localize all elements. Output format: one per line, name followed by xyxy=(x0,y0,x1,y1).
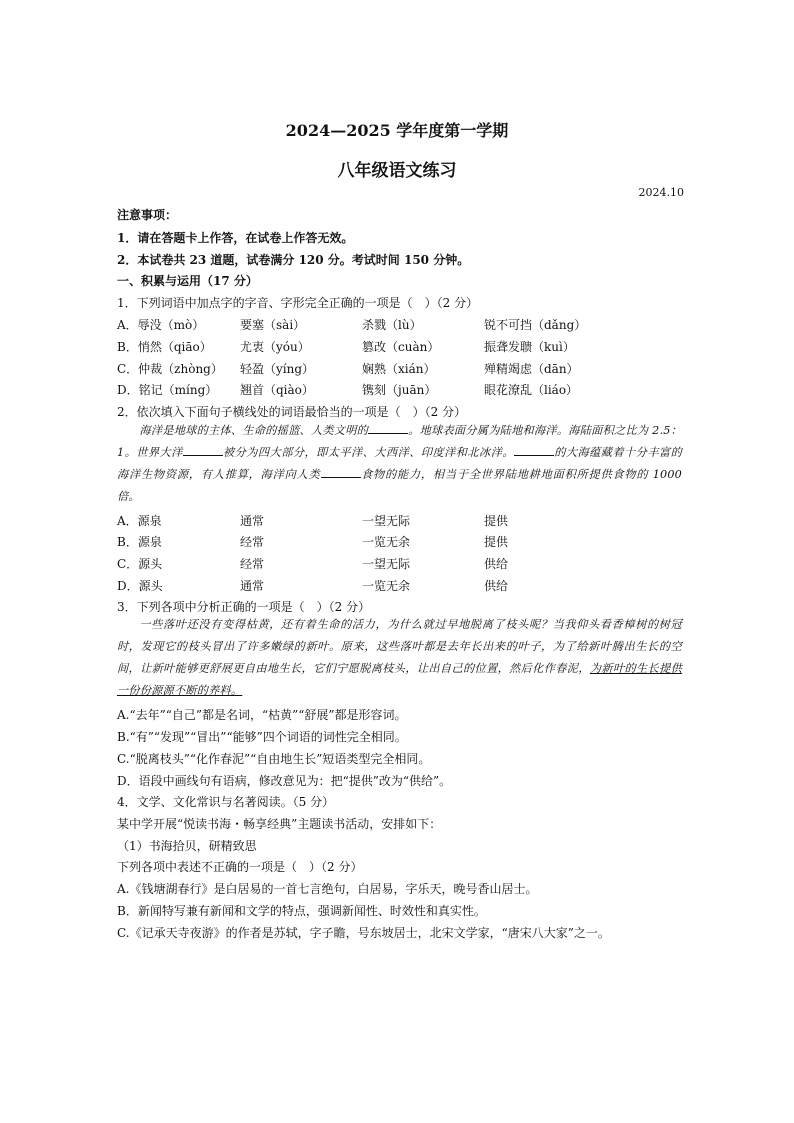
exam-date: 2024.10 xyxy=(638,186,684,199)
note-item-2: 2．本试卷共 23 道题，试卷满分 120 分。考试时间 150 分钟。 xyxy=(117,253,470,267)
q1-option-c4: 殚精竭虑（dān） xyxy=(484,362,579,376)
q1-option-a2: 要塞（sài） xyxy=(240,318,306,332)
q2-blank-3 xyxy=(514,445,554,456)
q1-option-d1: D．铭记（míng） xyxy=(117,383,218,397)
q1-option-b1: B．悄然（qiāo） xyxy=(117,340,212,354)
q3-passage xyxy=(117,614,682,702)
q2-option-a3: 一望无际 xyxy=(362,514,411,528)
note-item-1: 1．请在答题卡上作答，在试卷上作答无效。 xyxy=(117,231,354,245)
q1-option-d2: 翘首（qiào） xyxy=(240,383,314,397)
q4-option-c: C.《记承天寺夜游》的作者是苏轼，字子瞻，号东坡居士，北宋文学家，“唐宋八大家”之一。 xyxy=(117,926,610,940)
q2-option-d3: 一览无余 xyxy=(362,579,411,593)
q1-option-c3: 娴熟（xián） xyxy=(362,362,436,376)
exam-title: 2024—2025 学年度第一学期 xyxy=(285,121,509,140)
q2-passage-part-4: 的大海蕴藏着十分丰富的海洋生物资源，有人推算，海洋向人类 xyxy=(117,446,682,481)
q1-option-b4: 振聋发聩（kuì） xyxy=(484,340,575,354)
q1-option-a3: 杀戮（lù） xyxy=(362,318,422,332)
q3-option-b: B.“有”“发现”“冒出”“能够”四个词语的词性完全相同。 xyxy=(117,730,407,744)
q2-option-a4: 提供 xyxy=(484,514,509,528)
q1-option-c1: C．仲裁（zhòng） xyxy=(117,362,223,376)
q1-option-b3: 篡改（cuàn） xyxy=(362,340,440,354)
q1-option-a4: 锐不可挡（dǎng） xyxy=(484,318,587,332)
q3-option-c: C.“脱离枝头”“化作春泥”“自由地生长”短语类型完全相同。 xyxy=(117,752,431,766)
q2-option-b1: B．源泉 xyxy=(117,535,162,549)
q1-option-d4: 眼花潦乱（liáo） xyxy=(484,383,579,397)
q3-option-a: A.“去年”“自己”都是名词，“枯黄”“舒展”都是形容词。 xyxy=(117,708,407,722)
q1-option-a1: A．辱没（mò） xyxy=(117,318,205,332)
q1-option-c2: 轻盈（yíng） xyxy=(240,362,315,376)
q2-option-b4: 提供 xyxy=(484,535,509,549)
q2-option-d4: 供给 xyxy=(484,579,509,593)
q2-option-c1: C．源头 xyxy=(117,557,163,571)
q4-stem: 4．文学、文化常识与名著阅读。（5 分） xyxy=(117,795,335,809)
q2-passage-part-5: 食物的能力，相当于全世界陆地耕地面积所提供食物的 1000 倍。 xyxy=(117,468,682,503)
q2-stem: 2．依次填入下面句子横线处的词语最恰当的一项是（ ）（2 分） xyxy=(117,405,467,419)
q2-passage-part-1: 海洋是地球的主体、生命的摇篮、人类文明的 xyxy=(139,424,369,437)
q2-blank-2 xyxy=(183,445,223,456)
section-heading: 一、积累与运用（17 分） xyxy=(117,274,258,288)
q2-option-c4: 供给 xyxy=(484,557,509,571)
q2-passage-part-2: 。地球表面分属为陆地和海洋。海陆面积之比为 2.5：1。世界大洋 xyxy=(117,424,682,459)
q1-stem: 1．下列词语中加点字的字音、字形完全正确的一项是（ ）（2 分） xyxy=(117,296,479,310)
q2-option-d1: D．源头 xyxy=(117,579,163,593)
q4-option-a: A.《钱塘湖春行》是白居易的一首七言绝句，白居易，字乐天，晚号香山居士。 xyxy=(117,882,538,896)
q2-option-a2: 通常 xyxy=(240,514,265,528)
q2-option-a1: A．源泉 xyxy=(117,514,162,528)
q2-passage xyxy=(117,420,682,508)
q3-underlined-sentence: 为新叶的生长提供一份份源源不断的养料。 xyxy=(117,662,682,697)
q4-intro: 某中学开展“悦读书海・畅享经典”主题读书活动，安排如下： xyxy=(117,817,442,831)
q1-option-b2: 尤衷（yóu） xyxy=(240,340,310,354)
q4-subheading-1: （1）书海拾贝，研精致思 xyxy=(117,839,257,853)
q2-blank-4 xyxy=(321,467,361,478)
q3-passage-text: 一些落叶还没有变得枯黄，还有着生命的活力，为什么就过早地脱离了枝头呢？当我仰头看香樟树的树冠时，发现它的枝头冒出了许多嫩绿的新叶。原来，这些落叶都是去年长出来的叶子，为了给新叶腾出生长的空间，让新叶能够更舒展更自由地生长，它们宁愿脱离枝头，让出自己的位置，然后化作春泥， xyxy=(117,618,682,675)
q2-option-b2: 经常 xyxy=(240,535,265,549)
q2-option-c2: 经常 xyxy=(240,557,265,571)
q4-option-b: B．新闻特写兼有新闻和文学的特点，强调新闻性、时效性和真实性。 xyxy=(117,904,486,918)
q2-option-c3: 一望无际 xyxy=(362,557,411,571)
q2-option-d2: 通常 xyxy=(240,579,265,593)
q3-stem: 3．下列各项中分析正确的一项是（ ）（2 分） xyxy=(117,600,371,614)
q1-option-d3: 镌刻（juān） xyxy=(362,383,437,397)
q2-passage-part-3: 被分为四大部分，即太平洋、大西洋、印度洋和北冰洋。 xyxy=(222,446,514,459)
q2-blank-1 xyxy=(368,423,408,434)
notes-heading: 注意事项： xyxy=(117,208,178,222)
q4-sub1-stem: 下列各项中表述不正确的一项是（ ）（2 分） xyxy=(117,860,363,874)
exam-subtitle: 八年级语文练习 xyxy=(337,161,457,181)
q2-option-b3: 一览无余 xyxy=(362,535,411,549)
q3-option-d: D．语段中画线句有语病，修改意见为：把“提供”改为“供给”。 xyxy=(117,774,452,788)
